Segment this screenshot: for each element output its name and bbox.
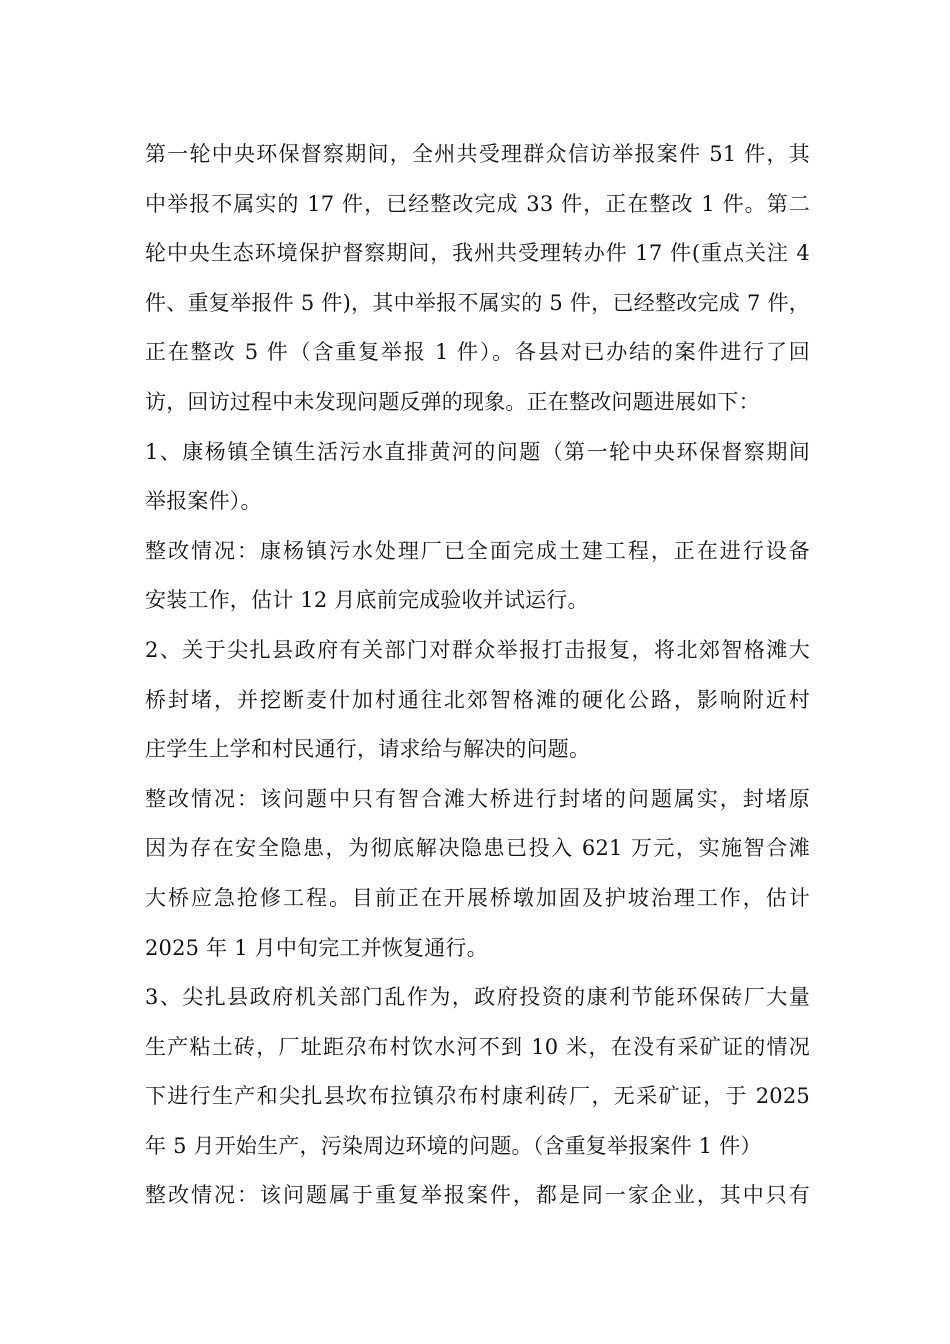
text-line: 下进行生产和尖扎县坎布拉镇尕布村康利砖厂，无采矿证，于 2025 bbox=[145, 1084, 810, 1109]
text-line: 举报案件）。 bbox=[145, 489, 262, 514]
text-line: 整改情况：康杨镇污水处理厂已全面完成土建工程，正在进行设备 bbox=[145, 538, 810, 563]
text-line: 中举报不属实的 17 件，已经整改完成 33 件，正在整改 1 件。第二 bbox=[145, 191, 810, 216]
document-body bbox=[145, 130, 810, 1221]
text-line: 2025 年 1 月中旬完工并恢复通行。 bbox=[145, 935, 488, 960]
text-line: 正在整改 5 件（含重复举报 1 件）。各县对已办结的案件进行了回 bbox=[145, 340, 810, 365]
text-line: 整改情况：该问题属于重复举报案件，都是同一家企业，其中只有 bbox=[145, 1183, 810, 1208]
text-line: 2、关于尖扎县政府有关部门对群众举报打击报复，将北郊智格滩大 bbox=[145, 637, 810, 662]
text-line: 件、重复举报件 5 件)，其中举报不属实的 5 件，已经整改完成 7 件， bbox=[145, 290, 810, 315]
text-line: 3、尖扎县政府机关部门乱作为，政府投资的康利节能环保砖厂大量 bbox=[145, 985, 810, 1010]
text-line: 大桥应急抢修工程。目前正在开展桥墩加固及护坡治理工作，估计 bbox=[145, 885, 810, 910]
text-line: 第一轮中央环保督察期间，全州共受理群众信访举报案件 51 件，其 bbox=[145, 142, 810, 166]
text-line: 轮中央生态环境保护督察期间，我州共受理转办件 17 件(重点关注 4 bbox=[145, 241, 810, 266]
text-line: 庄学生上学和村民通行，请求给与解决的问题。 bbox=[145, 737, 591, 762]
text-line: 年 5 月开始生产，污染周边环境的问题。（含重复举报案件 1 件） bbox=[145, 1133, 762, 1158]
text-line: 因为存在安全隐患，为彻底解决隐患已投入 621 万元，实施智合滩 bbox=[145, 836, 810, 861]
text-line: 1、康杨镇全镇生活污水直排黄河的问题（第一轮中央环保督察期间 bbox=[145, 439, 810, 464]
text-line: 安装工作，估计 12 月底前完成验收并试运行。 bbox=[145, 588, 589, 613]
text-line: 桥封堵，并挖断麦什加村通往北郊智格滩的硬化公路，影响附近村 bbox=[145, 687, 810, 712]
text-line: 整改情况：该问题中只有智合滩大桥进行封堵的问题属实，封堵原 bbox=[145, 786, 810, 811]
text-line: 访，回访过程中未发现问题反弹的现象。正在整改问题进展如下： bbox=[145, 389, 760, 414]
text-line: 生产粘土砖，厂址距尕布村饮水河不到 10 米，在没有采矿证的情况 bbox=[145, 1034, 810, 1059]
